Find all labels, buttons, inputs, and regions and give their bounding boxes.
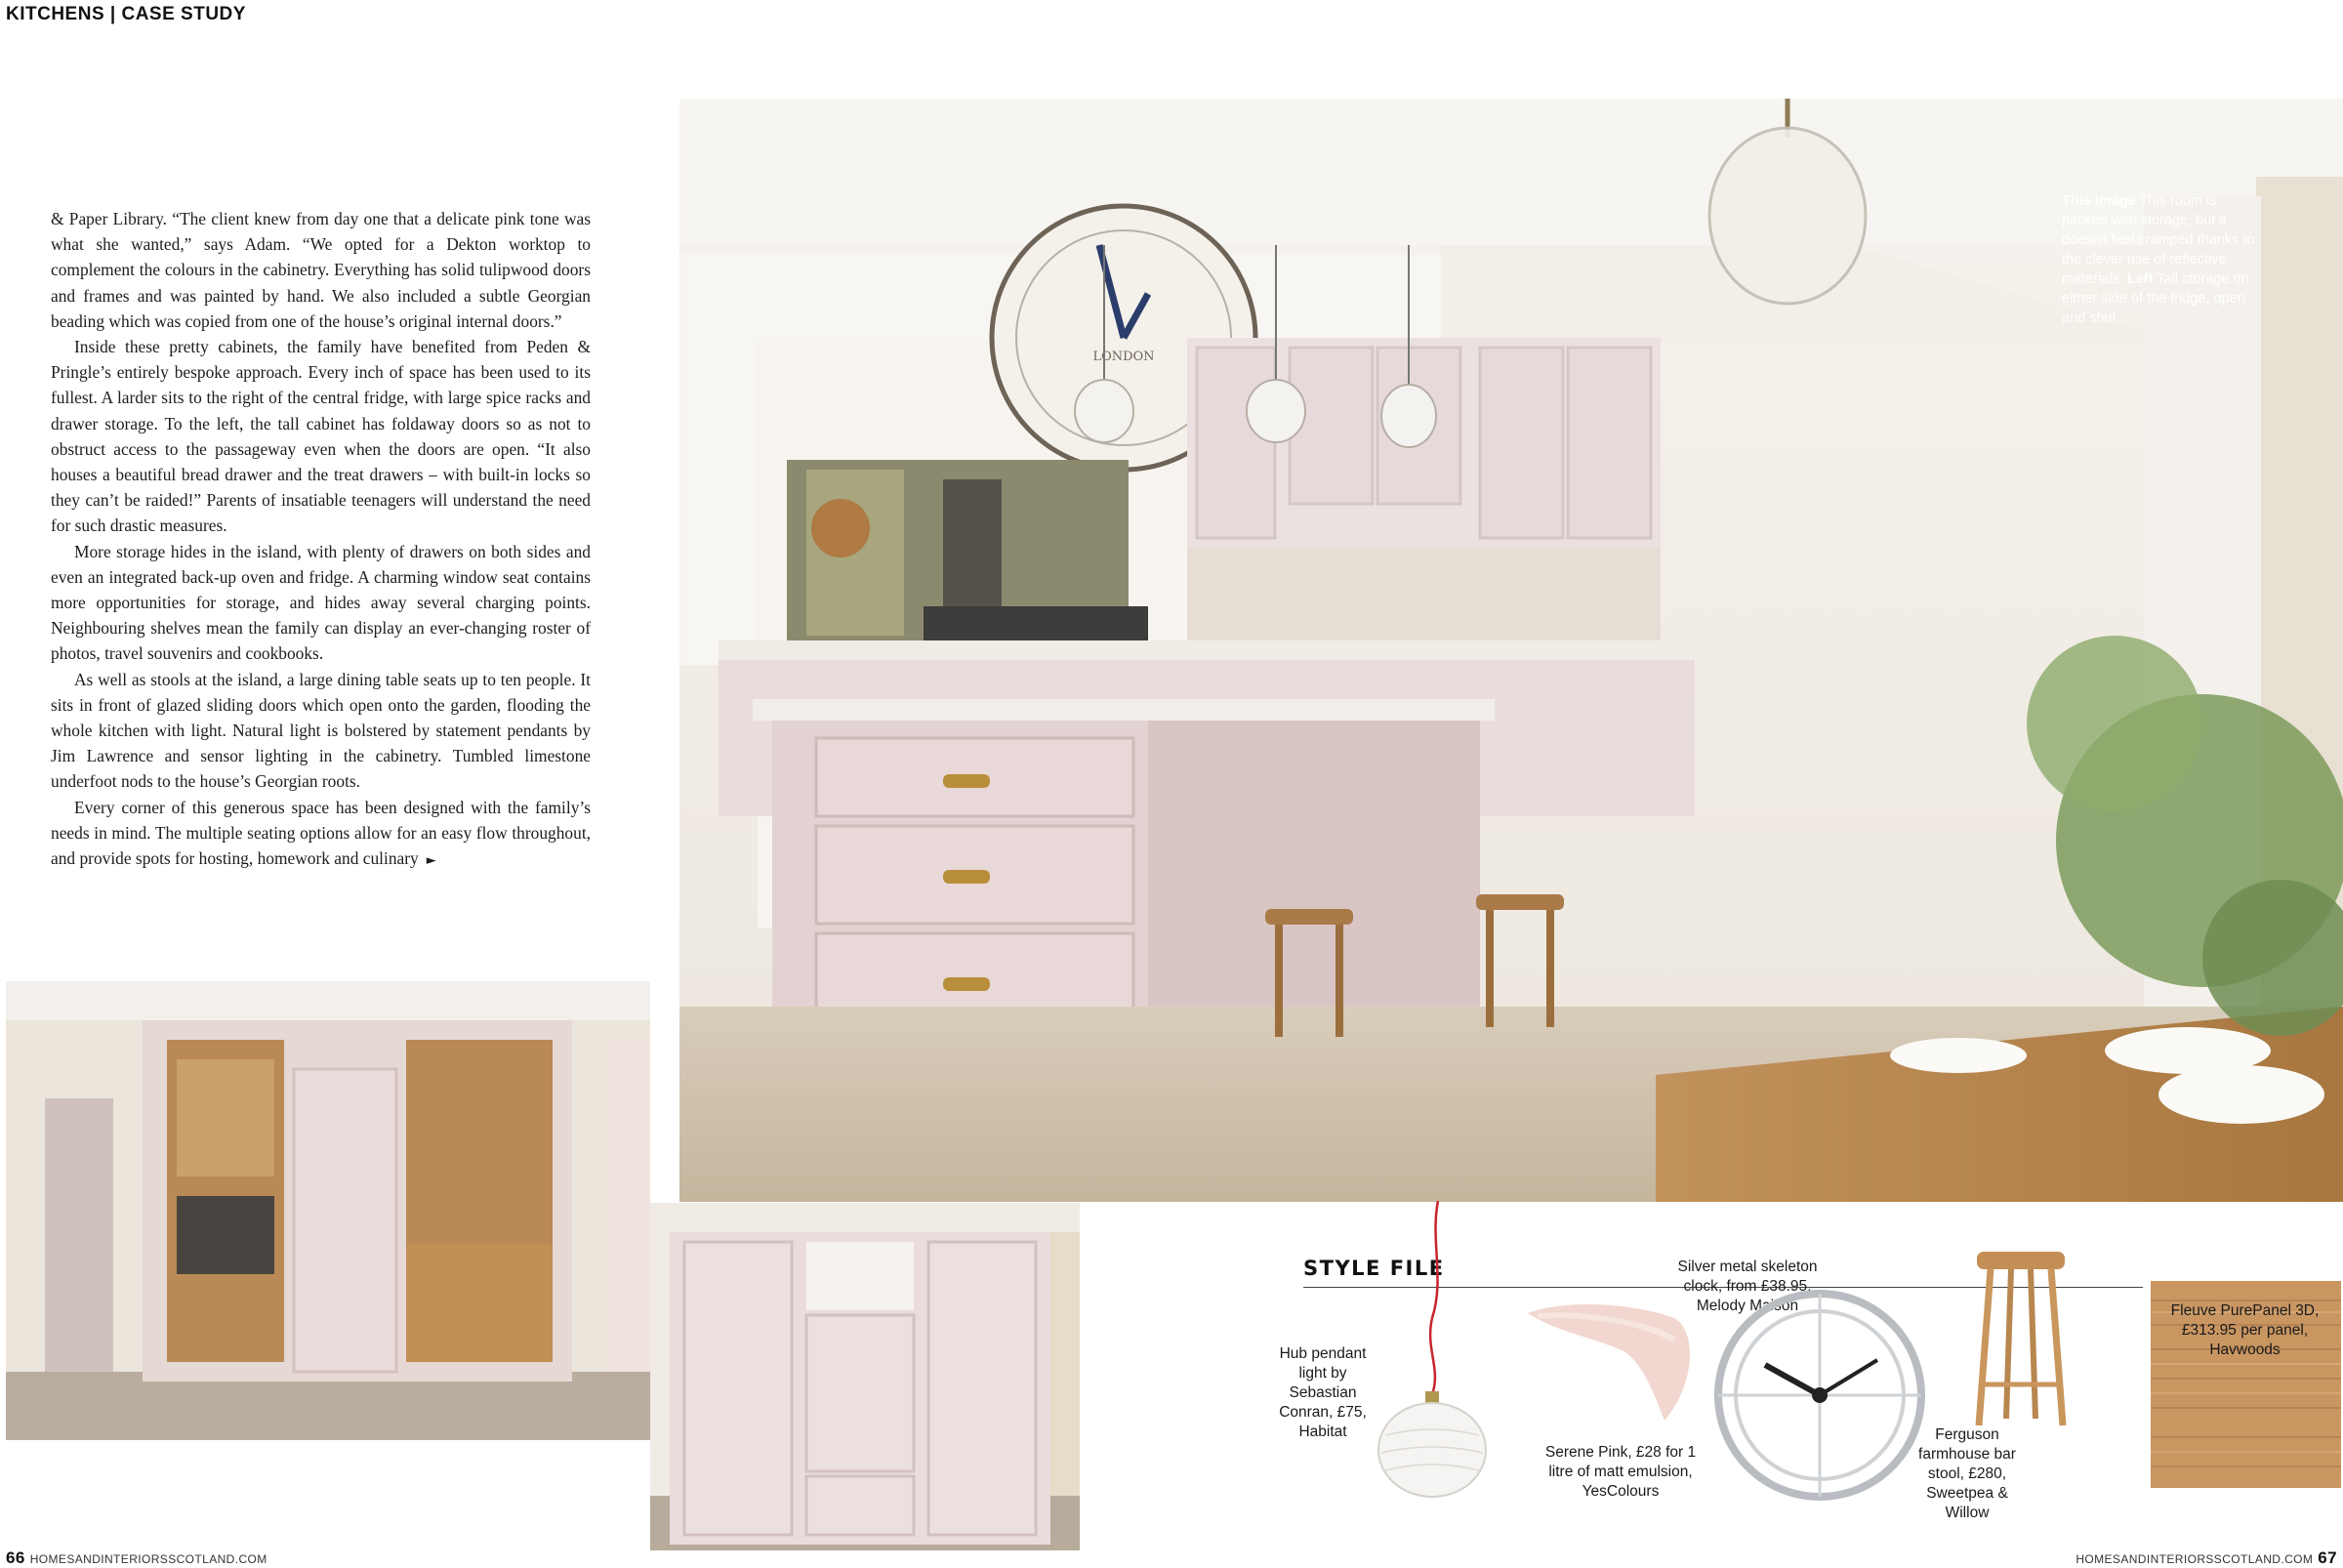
page-number-right: 67 <box>2318 1548 2337 1567</box>
photo-caption <box>2062 191 2257 328</box>
article-paragraph: & Paper Library. “The client knew from day one that a delicate pink tone was what she wanted,” says Adam. “We opted for a Dekton worktop to complement the colours in the cabinetry. Everything has solid tulipwood doors and frames and was painted by hand. We also included a subtle Georgian beading which was copied from one of the house’s original internal doors.” <box>51 209 591 331</box>
style-file-pendant-label: Hub pendant light by Sebastian Conran, £75, Habitat <box>1279 1345 1367 1440</box>
pendant-light-icon <box>1372 1201 1489 1504</box>
skeleton-clock-icon <box>1711 1287 1928 1504</box>
page-number-left: 66 <box>6 1548 25 1567</box>
article-body <box>51 206 591 874</box>
article-paragraph <box>51 795 591 875</box>
site-url-left: HOMESANDINTERIORSSCOTLAND.COM <box>29 1552 267 1566</box>
bar-stool-icon <box>1967 1248 2075 1428</box>
section-label: KITCHENS | CASE STUDY <box>6 4 246 24</box>
storage-closed-illustration <box>650 1203 1080 1550</box>
style-file-title: STYLE FILE <box>1303 1257 1445 1280</box>
caption-text: Tall storage on either side of the fridge, open and shut <box>2062 271 2249 326</box>
article-paragraph-text: Every corner of this generous space has been designed with the family’s needs in mind. The multiple seating options allow for an easy flow throughout, and provide spots for hosting, homework and culinary <box>51 797 591 869</box>
site-url-right: HOMESANDINTERIORSSCOTLAND.COM <box>2076 1552 2314 1566</box>
storage-closed-photo <box>650 1203 1080 1550</box>
article-paragraph: As well as stools at the island, a large dining table seats up to ten people. It sits in front of glazed sliding doors which open onto the garden, flooding the whole kitchen with light. Natural light is bolstered by statement pendants by Jim Lawrence and sensor lighting in the cabinetry. Tumbled limestone underfoot nods to the house’s Georgian roots. <box>51 669 591 792</box>
article-paragraph: Inside these pretty cabinets, the family have benefited from Peden & Pringle’s entirely bespoke approach. Every inch of space has been used to its fullest. A larder sits to the right of the central fridge, with large spice racks and drawer storage. To the left, the tall cabinet has foldaway doors so as not to obstruct access to the passageway even when the doors are open. “It also houses a beautiful bread drawer and the treat drawers – with built-in locks so they can’t be raided!” Parents of insatiable teenagers will understand the need for such drastic measures. <box>51 337 591 536</box>
caption-lead: This image <box>2062 193 2136 209</box>
clock-maker-text: LONDON <box>1092 350 1155 364</box>
style-file-paint-label: Serene Pink, £28 for 1 litre of matt emulsion, YesColours <box>1544 1444 1697 1500</box>
style-file-clock-label: Silver metal skeleton clock, from £38.95, Melody Maison <box>1677 1259 1818 1314</box>
continue-arrow-icon: ► <box>426 853 436 869</box>
style-file-panel-label: Fleuve PurePanel 3D, £313.95 per panel, Havwoods <box>2170 1302 2320 1358</box>
storage-open-photo <box>6 981 650 1440</box>
style-file-stool-label: Ferguson farmhouse bar stool, £280, Sweetpea & Willow <box>1918 1426 2016 1521</box>
folio-left <box>6 1548 267 1568</box>
caption-lead: Left <box>2126 271 2154 287</box>
article-paragraph: More storage hides in the island, with plenty of drawers on both sides and even an integrated back-up oven and fridge. A charming window seat contains more opportunities for storage, and hides away several charging points. Neighbouring shelves mean the family can display an ever-changing roster of photos, travel souvenirs and cookbooks. <box>51 541 591 664</box>
folio-right <box>2076 1548 2337 1568</box>
storage-open-illustration <box>6 981 650 1440</box>
caption-text: This room is packed with storage, but it doesn’t feel cramped thanks to the clever use of reflective materials. <box>2062 193 2255 287</box>
